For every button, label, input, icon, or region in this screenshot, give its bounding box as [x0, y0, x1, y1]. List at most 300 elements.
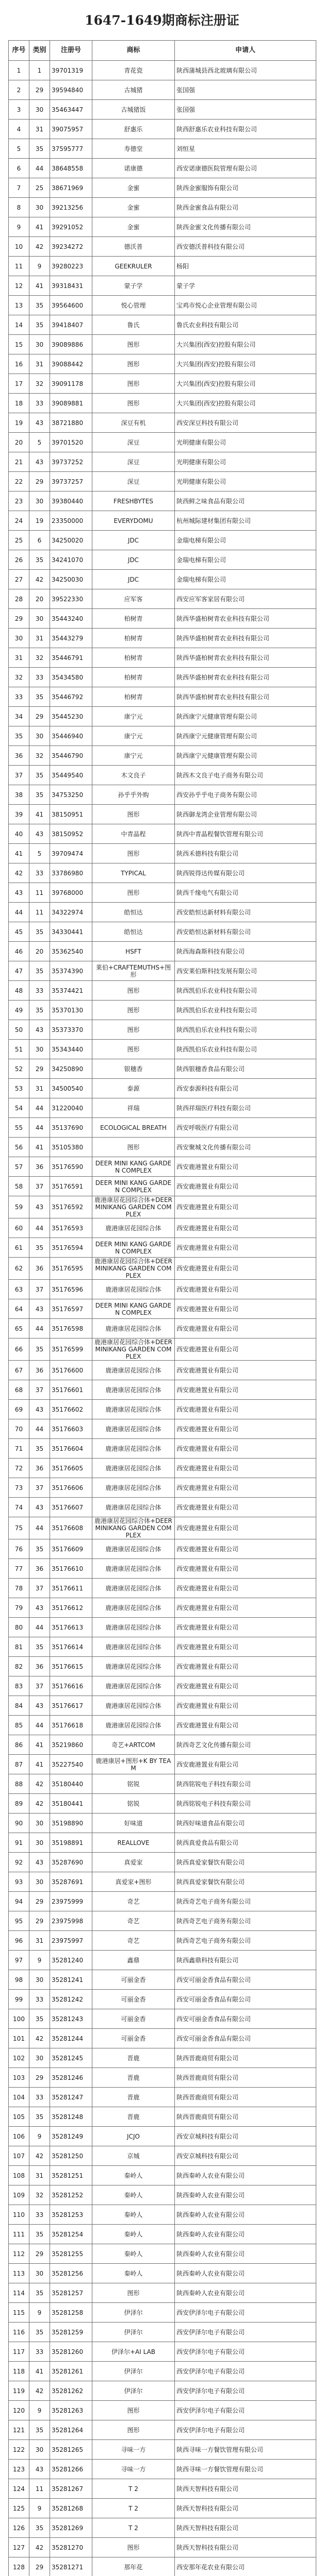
registration-number: 35281263	[50, 2401, 92, 2420]
trademark-cell: 那年花	[92, 2557, 175, 2576]
applicant-cell: 西安鹿港置业有限公司	[175, 1478, 316, 1498]
applicant-cell: 陕西奇艺电子商务有限公司	[175, 1931, 316, 1951]
table-row	[9, 648, 316, 668]
applicant-cell: 陕西真爱食品有限公司	[175, 1833, 316, 1853]
class-cell: 37	[29, 1280, 50, 1299]
table-row	[9, 668, 316, 687]
class-cell: 35	[29, 687, 50, 707]
class-cell: 30	[29, 2048, 50, 2068]
applicant-cell: 杭州城际建材集团有限公司	[175, 511, 316, 531]
row-number: 118	[9, 2362, 29, 2381]
applicant-cell: 西安鹿港置业有限公司	[175, 1400, 316, 1419]
table-row	[9, 883, 316, 903]
trademark-cell: DEER MINI KANG GARDEN COMPLEX	[92, 1299, 175, 1319]
table-row	[9, 2323, 316, 2342]
row-number: 82	[9, 1657, 29, 1676]
table-row	[9, 1931, 316, 1951]
trademark-cell: 图形	[92, 805, 175, 824]
class-cell: 33	[29, 394, 50, 413]
registration-number: 35449540	[50, 766, 92, 785]
row-number: 104	[9, 2088, 29, 2107]
table-row	[9, 237, 316, 257]
class-cell: 35	[29, 1001, 50, 1020]
row-number: 27	[9, 570, 29, 589]
registration-number: 31220040	[50, 1098, 92, 1118]
table-row	[9, 2460, 316, 2479]
registration-number: 35176609	[50, 1539, 92, 1559]
row-number: 90	[9, 1814, 29, 1833]
registration-number: 34250030	[50, 570, 92, 589]
table-row	[9, 217, 316, 237]
row-number: 15	[9, 335, 29, 354]
applicant-cell: 西安可丽金香食品有限公司	[175, 2029, 316, 2048]
table-row	[9, 1258, 316, 1280]
class-cell: 32	[29, 648, 50, 668]
table-row	[9, 2538, 316, 2557]
class-cell: 9	[29, 2127, 50, 2146]
trademark-cell: 鹿港康居花园综合体	[92, 1319, 175, 1338]
table-row	[9, 570, 316, 589]
registration-number: 39564600	[50, 296, 92, 315]
registration-number: 39075957	[50, 120, 92, 139]
class-cell: 35	[29, 1439, 50, 1459]
trademark-cell: 泰源	[92, 1079, 175, 1098]
table-row	[9, 2107, 316, 2127]
applicant-cell: 大兴集团(西安)控股有限公司	[175, 335, 316, 354]
table-row	[9, 1676, 316, 1696]
trademark-cell: 可丽金香	[92, 2009, 175, 2029]
class-cell: 35	[29, 785, 50, 805]
trademark-cell: 深豆有机	[92, 413, 175, 433]
trademark-cell: 鹿港康居+图形+K BY TEAM	[92, 1755, 175, 1774]
applicant-cell: 陕西康宁元健康管理有限公司	[175, 746, 316, 766]
class-cell: 35	[29, 1338, 50, 1361]
applicant-cell: 西安诺康德医院管理有限公司	[175, 159, 316, 178]
class-cell: 31	[29, 1079, 50, 1098]
table-row	[9, 2557, 316, 2576]
applicant-cell: 西安鹿港置业有限公司	[175, 1319, 316, 1338]
applicant-cell: 西安鹿港置业有限公司	[175, 1755, 316, 1774]
class-cell: 32	[29, 746, 50, 766]
row-number: 8	[9, 198, 29, 217]
table-row	[9, 961, 316, 981]
row-number: 35	[9, 726, 29, 746]
registration-number: 38648558	[50, 159, 92, 178]
class-cell: 29	[29, 1911, 50, 1931]
trademark-cell: 皓恒达	[92, 922, 175, 942]
class-cell: 25	[29, 178, 50, 198]
table-row	[9, 1735, 316, 1755]
trademark-cell: 鹿港康居花园综合体+DEER MINIKANG GARDEN COMPLEX	[92, 1517, 175, 1539]
table-row	[9, 1238, 316, 1258]
class-cell: 35	[29, 2009, 50, 2029]
registration-number: 35281264	[50, 2420, 92, 2440]
row-number: 50	[9, 1020, 29, 1040]
trademark-cell: 图形	[92, 2283, 175, 2303]
applicant-cell: 张国强	[175, 100, 316, 120]
class-cell: 19	[29, 511, 50, 531]
trademark-cell: 鹿港康居花园综合体	[92, 1439, 175, 1459]
row-number: 22	[9, 472, 29, 492]
trademark-cell: 奇艺	[92, 1892, 175, 1911]
table-row	[9, 629, 316, 648]
class-cell: 33	[29, 2342, 50, 2362]
row-number: 38	[9, 785, 29, 805]
class-cell: 43	[29, 1696, 50, 1716]
applicant-cell: 金瑞电梯有限公司	[175, 570, 316, 589]
row-number: 7	[9, 178, 29, 198]
trademark-cell: DEER MINI KANG GARDEN COMPLEX	[92, 1177, 175, 1196]
trademark-cell: 鹿港康居花园综合体	[92, 1579, 175, 1598]
applicant-cell: 陕西金蜜服饰有限公司	[175, 178, 316, 198]
registration-number: 35176604	[50, 1439, 92, 1459]
class-cell: 35	[29, 1637, 50, 1657]
trademark-cell: 银穗香	[92, 1059, 175, 1079]
trademark-cell: 鹿港康居花园综合体	[92, 1280, 175, 1299]
applicant-cell: 鲁氏农业科技有限公司	[175, 315, 316, 335]
applicant-cell: 西安鹿港置业有限公司	[175, 1637, 316, 1657]
applicant-cell: 陕西奇艺电子商务有限公司	[175, 1892, 316, 1911]
registration-number: 39768000	[50, 883, 92, 903]
class-cell: 35	[29, 961, 50, 981]
row-number: 51	[9, 1040, 29, 1059]
col-header-no: 序号	[9, 41, 29, 61]
registration-number: 35281254	[50, 2225, 92, 2244]
registration-number: 35281244	[50, 2029, 92, 2048]
table-row	[9, 1098, 316, 1118]
registration-number: 35105380	[50, 1138, 92, 1157]
row-number: 66	[9, 1338, 29, 1361]
trademark-cell: 晋鹿	[92, 2068, 175, 2088]
registration-number: 35176597	[50, 1299, 92, 1319]
row-number: 112	[9, 2244, 29, 2264]
registration-number: 39701319	[50, 61, 92, 80]
row-number: 93	[9, 1872, 29, 1892]
row-number: 106	[9, 2127, 29, 2146]
row-number: 95	[9, 1911, 29, 1931]
applicant-cell: 西安伊泽尔电子有限公司	[175, 2381, 316, 2401]
registration-number: 35281257	[50, 2283, 92, 2303]
applicant-cell: 光明健康有限公司	[175, 472, 316, 492]
trademark-cell: JDC	[92, 550, 175, 570]
class-cell: 30	[29, 726, 50, 746]
applicant-cell: 陕西天智科技有限公司	[175, 2538, 316, 2557]
class-cell: 44	[29, 1098, 50, 1118]
table-row	[9, 746, 316, 766]
applicant-cell: 西安深豆科技有限公司	[175, 413, 316, 433]
registration-number: 35227540	[50, 1755, 92, 1774]
class-cell: 43	[29, 1020, 50, 1040]
applicant-cell: 西安孙乎乎电子商务有限公司	[175, 785, 316, 805]
trademark-cell: 图形	[92, 2420, 175, 2440]
trademark-cell: 晋鹿	[92, 2048, 175, 2068]
class-cell: 30	[29, 609, 50, 629]
table-row	[9, 726, 316, 746]
table-row	[9, 1498, 316, 1517]
row-number: 17	[9, 374, 29, 394]
class-cell: 30	[29, 198, 50, 217]
table-row	[9, 1970, 316, 1990]
trademark-cell: 应军客	[92, 589, 175, 609]
row-number: 18	[9, 394, 29, 413]
registration-number: 35445230	[50, 707, 92, 726]
class-cell: 35	[29, 2225, 50, 2244]
table-row	[9, 394, 316, 413]
trademark-cell: FRESHBYTES	[92, 492, 175, 511]
class-cell: 30	[29, 2264, 50, 2283]
trademark-cell: 可丽金香	[92, 2029, 175, 2048]
registration-number: 35281259	[50, 2323, 92, 2342]
row-number: 29	[9, 609, 29, 629]
class-cell: 31	[29, 629, 50, 648]
row-number: 21	[9, 452, 29, 472]
row-number: 100	[9, 2009, 29, 2029]
row-number: 97	[9, 1951, 29, 1970]
table-row	[9, 2146, 316, 2166]
table-row	[9, 159, 316, 178]
trademark-cell: 奇艺+ARTCOM	[92, 1735, 175, 1755]
table-row	[9, 1853, 316, 1872]
class-cell: 42	[29, 2029, 50, 2048]
registration-number: 35176612	[50, 1598, 92, 1618]
class-cell: 44	[29, 1517, 50, 1539]
trademark-cell: TYPICAL	[92, 863, 175, 883]
table-row	[9, 492, 316, 511]
class-cell: 32	[29, 374, 50, 394]
trademark-cell: 图形	[92, 1040, 175, 1059]
registration-number: 39522330	[50, 589, 92, 609]
row-number: 43	[9, 883, 29, 903]
table-row	[9, 1618, 316, 1637]
registration-number: 35281241	[50, 1970, 92, 1990]
class-cell: 30	[29, 492, 50, 511]
registration-number: 35219860	[50, 1735, 92, 1755]
registration-number: 35463447	[50, 100, 92, 120]
table-row	[9, 2401, 316, 2420]
class-cell: 33	[29, 2088, 50, 2107]
table-row	[9, 198, 316, 217]
class-cell: 43	[29, 1196, 50, 1218]
row-number: 20	[9, 433, 29, 452]
registration-number: 35373370	[50, 1020, 92, 1040]
registration-number: 35281261	[50, 2362, 92, 2381]
registration-number: 35281240	[50, 1951, 92, 1970]
applicant-cell: 西安聚城文化传播有限公司	[175, 1138, 316, 1157]
row-number: 63	[9, 1280, 29, 1299]
class-cell: 41	[29, 805, 50, 824]
table-row	[9, 1380, 316, 1400]
table-row	[9, 1059, 316, 1079]
row-number: 120	[9, 2401, 29, 2420]
trademark-cell: 可丽金香	[92, 1990, 175, 2009]
row-number: 48	[9, 981, 29, 1001]
applicant-cell: 西安鹿港置业有限公司	[175, 1459, 316, 1478]
class-cell: 43	[29, 1400, 50, 1419]
trademark-cell: 康宁元	[92, 726, 175, 746]
trademark-cell: 鹿港康居花园综合体	[92, 1419, 175, 1439]
class-cell: 29	[29, 1059, 50, 1079]
row-number: 76	[9, 1539, 29, 1559]
applicant-cell: 西安可丽金香食品有限公司	[175, 1970, 316, 1990]
registration-number: 35176603	[50, 1419, 92, 1439]
row-number: 56	[9, 1138, 29, 1157]
registration-number: 35281271	[50, 2557, 92, 2576]
applicant-cell: 陕西禾德科技有限公司	[175, 844, 316, 863]
registration-number: 39737252	[50, 452, 92, 472]
applicant-cell: 西安伊泽尔电子有限公司	[175, 2420, 316, 2440]
trademark-cell: 奇艺	[92, 1931, 175, 1951]
table-row	[9, 2381, 316, 2401]
trademark-cell: 青花瓷	[92, 61, 175, 80]
registration-number: 35176590	[50, 1157, 92, 1177]
class-cell: 11	[29, 883, 50, 903]
registration-number: 35198891	[50, 1833, 92, 1853]
registration-number: 35281255	[50, 2244, 92, 2264]
row-number: 102	[9, 2048, 29, 2068]
row-number: 33	[9, 687, 29, 707]
class-cell: 31	[29, 120, 50, 139]
registration-number: 35281267	[50, 2479, 92, 2499]
class-cell: 35	[29, 315, 50, 335]
trademark-cell: 秦岭人	[92, 2205, 175, 2225]
trademark-cell: 寻味一方	[92, 2460, 175, 2479]
trademark-cell: 鹿港康居花园综合体	[92, 1637, 175, 1657]
registration-number: 35180440	[50, 1774, 92, 1794]
registration-number: 35374421	[50, 981, 92, 1001]
table-row	[9, 433, 316, 452]
class-cell: 37	[29, 1478, 50, 1498]
trademark-cell: 悦心管理	[92, 296, 175, 315]
table-row	[9, 1400, 316, 1419]
table-row	[9, 707, 316, 726]
trademark-cell: 伊泽尔	[92, 2381, 175, 2401]
registration-number: 39737257	[50, 472, 92, 492]
applicant-cell: 陕西秦岭人农业有限公司	[175, 2244, 316, 2264]
registration-number: 35281253	[50, 2205, 92, 2225]
row-number: 74	[9, 1498, 29, 1517]
row-number: 87	[9, 1755, 29, 1774]
class-cell: 29	[29, 472, 50, 492]
trademark-cell: 图形	[92, 1138, 175, 1157]
applicant-cell: 西安鹿港置业有限公司	[175, 1539, 316, 1559]
trademark-cell: 鹿港康居花园综合体	[92, 1498, 175, 1517]
class-cell: 37	[29, 1579, 50, 1598]
applicant-cell: 陕西秦岭人农业有限公司	[175, 2283, 316, 2303]
row-number: 36	[9, 746, 29, 766]
page-title: 1647-1649期商标注册证	[85, 13, 239, 28]
class-cell: 33	[29, 1990, 50, 2009]
trademark-cell: 鹿港康居花园综合体	[92, 1459, 175, 1478]
table-row	[9, 2166, 316, 2185]
registration-number: 35281242	[50, 1990, 92, 2009]
trademark-cell: JCJO	[92, 2127, 175, 2146]
trademark-cell: 鹿港康居花园综合体	[92, 1696, 175, 1716]
registration-number: 35281247	[50, 2088, 92, 2107]
table-row	[9, 1118, 316, 1138]
row-number: 113	[9, 2264, 29, 2283]
class-cell: 37	[29, 1177, 50, 1196]
trademark-cell: 秦岭人	[92, 2166, 175, 2185]
row-number: 11	[9, 257, 29, 276]
applicant-cell: 陕西凯伯乐农业科技有限公司	[175, 1040, 316, 1059]
trademark-cell: T 2	[92, 2499, 175, 2518]
row-number: 79	[9, 1598, 29, 1618]
table-row	[9, 2518, 316, 2538]
table-row	[9, 2499, 316, 2518]
row-number: 109	[9, 2185, 29, 2205]
table-row	[9, 1177, 316, 1196]
applicant-cell: 西安伊泽尔电子有限公司	[175, 2401, 316, 2420]
table-row	[9, 1299, 316, 1319]
class-cell: 5	[29, 433, 50, 452]
class-cell: 35	[29, 2323, 50, 2342]
row-number: 9	[9, 217, 29, 237]
row-number: 52	[9, 1059, 29, 1079]
trademark-cell: GEEKRULER	[92, 257, 175, 276]
class-cell: 35	[29, 2518, 50, 2538]
applicant-cell: 陕西晋鹿商贸有限公司	[175, 2048, 316, 2068]
table-row	[9, 2440, 316, 2460]
registration-number: 35281248	[50, 2107, 92, 2127]
applicant-cell: 张国强	[175, 80, 316, 100]
row-number: 26	[9, 550, 29, 570]
table-row	[9, 2420, 316, 2440]
row-number: 127	[9, 2538, 29, 2557]
row-number: 31	[9, 648, 29, 668]
table-row	[9, 335, 316, 354]
table-row	[9, 1833, 316, 1853]
table-row	[9, 452, 316, 472]
class-cell: 42	[29, 237, 50, 257]
registration-number: 34500540	[50, 1079, 92, 1098]
applicant-cell: 西安鹿港置业有限公司	[175, 1517, 316, 1539]
table-row	[9, 766, 316, 785]
trademark-cell: HSFT	[92, 942, 175, 961]
class-cell: 36	[29, 1459, 50, 1478]
registration-number: 35176611	[50, 1579, 92, 1598]
applicant-cell: 陕西秦岭人农业有限公司	[175, 2225, 316, 2244]
table-row	[9, 413, 316, 433]
class-cell: 31	[29, 2166, 50, 2185]
table-row	[9, 120, 316, 139]
applicant-cell: 陕西晋鹿商贸有限公司	[175, 2068, 316, 2088]
applicant-cell: 西安可丽金香食品有限公司	[175, 1990, 316, 2009]
registration-number: 37595777	[50, 139, 92, 159]
table-row	[9, 1218, 316, 1238]
trademark-cell: 柏树青	[92, 629, 175, 648]
trademark-cell: 德沃普	[92, 237, 175, 257]
trademark-cell: 康宁元	[92, 746, 175, 766]
trademark-cell: 伊泽尔	[92, 2303, 175, 2323]
registration-number: 35281266	[50, 2460, 92, 2479]
row-number: 4	[9, 120, 29, 139]
class-cell: 35	[29, 766, 50, 785]
trademark-cell: 鹿港康居花园综合体	[92, 1657, 175, 1676]
registration-number: 35281250	[50, 2146, 92, 2166]
row-number: 126	[9, 2518, 29, 2538]
registration-number: 35443240	[50, 609, 92, 629]
applicant-cell: 陕西天智科技有限公司	[175, 2479, 316, 2499]
registration-number: 35176594	[50, 1238, 92, 1258]
applicant-cell: 西安鹿港置业有限公司	[175, 1419, 316, 1439]
row-number: 53	[9, 1079, 29, 1098]
row-number: 98	[9, 1970, 29, 1990]
registration-number: 35180441	[50, 1794, 92, 1814]
applicant-cell: 陕西凯伯乐农业科技有限公司	[175, 1001, 316, 1020]
table-row	[9, 1657, 316, 1676]
trademark-cell: 柏树青	[92, 687, 175, 707]
class-cell: 42	[29, 570, 50, 589]
